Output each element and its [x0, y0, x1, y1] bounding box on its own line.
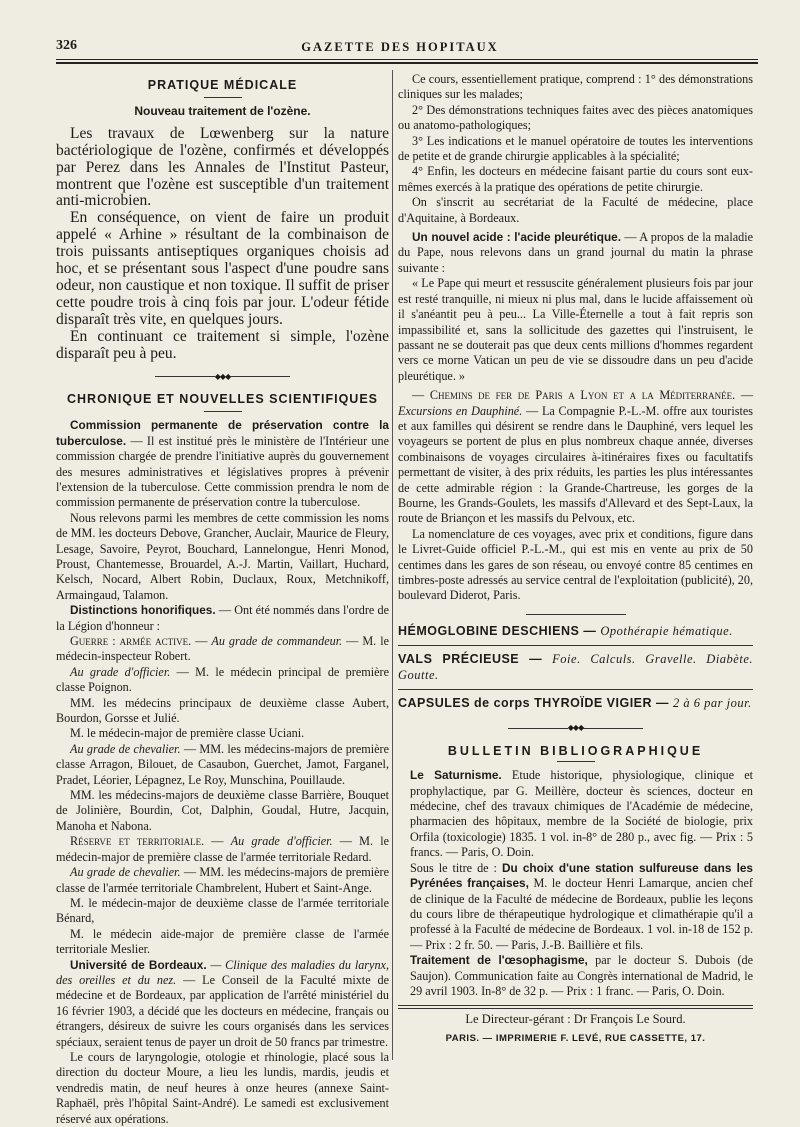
- director-line: Le Directeur-gérant : Dr François Le Sourd.: [465, 1012, 686, 1027]
- paragraph: Ce cours, essentiellement pratique, comprend : 1° des démonstrations cliniques sur les malades;: [398, 72, 753, 102]
- paragraph: Le cours de laryngologie, otologie et rhinologie, placé sous la direction du docteur Moure, a lieu les lundis, mardis, jeudis et vendredis matin, de neuf heures à onze heures (annexe Saint-Raphaël, près l'hôpital Saint-André). Le samedi est exclusivement réservé aux opérations.: [56, 1049, 389, 1126]
- ad-hemoglobine: HÉMOGLOBINE DESCHIENS — Opothérapie hématique.: [398, 623, 733, 638]
- header-rule: [56, 59, 758, 64]
- paragraph: M. le médecin-major de deuxième classe de l'armée territoriale Bénard,: [56, 895, 389, 926]
- column-divider: [392, 70, 393, 1060]
- ad-vals: VALS PRÉCIEUSE — Foie. Calculs. Gravelle. Diabète. Goutte.: [398, 652, 754, 682]
- paragraph: 3° Les indications et le manuel opératoire de toutes les interventions de petite et de grande chirurgie applicables à la spécialité;: [398, 133, 753, 164]
- paragraph: — Il est institué près le ministère de l'Intérieur une commission chargée de prendre l'initiative auprès du gouvernement des mesures administratives et législatives propres à prévenir l'extension de la tuberculose. Cette commission prendra le nom de commission permanente de préservation contre la tuberculose.: [56, 433, 389, 510]
- item-lead: Distinctions honorifiques.: [70, 603, 216, 618]
- item-lead: Un nouvel acide : l'acide pleurétique.: [412, 230, 622, 245]
- short-rule: [204, 411, 242, 412]
- section-title-chronique: CHRONIQUE ET NOUVELLES SCIENTIFIQUES: [66, 391, 379, 406]
- running-title: GAZETTE DES HOPITAUX: [301, 40, 499, 54]
- printer-line: PARIS. — IMPRIMERIE F. LEVÉ, RUE CASSETTE, 17.: [445, 1032, 706, 1044]
- right-column: Ce cours, essentiellement pratique, comprend : 1° des démonstrations cliniques sur les malades; 2° Des démonstrations techniques faites avec des pièces anatomiques ou anatomo-pathologiques; 3° Les indications et le manuel opératoire de toutes les interventions de petite et de grande chirurgie applicables à la spécialité; 4° Enfin, les docteurs en médecine faisant partie du cours sont eux-mêmes exercés à la pratique des opérations de petite chirurgie. On s'inscrit au secrétariat de la Faculté de médecine, place d'Aquitaine, à Bordeaux. Un nouvel acide : l'acide pleurétique. — A propos de la maladie du Pape, nous relevons dans un grand journal du matin la phrase suivante : « Le Pape qui meurt et ressuscite généralement plusieurs fois par jour est resté tranquille, ni mieux ni plus mal, dans le lucide affaissement où il s'anéantit peu à peu... La Ville-Éternelle a tout à fait repris son impassibilité et, sans la sollicitude des gazettes qui l'instruisent, le passant ne se douterait pas que deux cents millions d'hommes regardent vers ce morne Vatican un peu de vie se dissoudre dans un peu d'acide pleurétique. » — Chemins de fer de Paris a Lyon et a la Méditerranée. — Excursions en Dauphiné. — La Compagnie P.-L.-M. offre aux touristes et aux familles qui désirent se rendre dans le Dauphiné, vers lequel les voyageurs se portent de plus en plus nombreux chaque année, diverses combinaisons de voyages circulaires à-itinéraires fixes ou facultatifs permettant de visiter, à des prix réduits, les parties les plus intéressantes de cette admirable région : la Grande-Chartreuse, les gorges de la Bourne, les Grands-Goulets, les massifs d'Allevard et des Sept-Laux, la route de Briançon et les massifs du Pelvoux, etc. La nomenclature de ces voyages, avec prix et conditions, figure dans le Livret-Guide officiel P.-L.-M., qui est mis en vente au prix de 50 centimes dans les gares de son réseau, ou envoyé contre 85 centimes en timbres-poste adressés au service central de l'exploitation (publicité), 20, boulevard Diderot, Paris. HÉMOGLOBINE DESCHIENS — Opothérapie hématique. VALS PRÉCIEUSE — Foie. Calculs. Gravelle. Diabète. Goutte. CAPSULES de corps THYROÏDE VIGIER — 2 à 6 par jour. ◆◆◆ BULLETIN BIBLIOGRAPHIQUE Le Saturnisme. Etude historique, physiologique, clinique et prophylactique, par G. Meillère, docteur ès sciences, docteur en médecine, chef des travaux chimiques de l'Académie de médecine, pharmacien des hôpitaux, membre de la Société de biologie, prix Orfila (toxicologie) 1835. 1 vol. in-8° de 280 p., avec fig. — Prix : 5 francs. — Paris, O. Doin. Sous le titre de : Du choix d'une station sulfureuse dans les Pyrénées françaises, M. le docteur Henri Lamarque, ancien chef de clinique de la Faculté de médecine de Bordeaux, publie les leçons du cours libre de thérapeutique hydrologique et climathérapie qu'il a professé à la Faculté de médecine de Bordeaux. 1 vol. in-18 de 152 p. — Prix : 2 fr. 50. — Paris, J.-B. Baillière et fils. Traitement de l'œsophagisme, par le docteur S. Dubois (de Saujon). Communication faite au Congrès international de Madrid, le 29 avril 1903. In-8° de 32 p. — Prix : 1 franc. — Paris, O. Doin. Le Directeur-gérant : Dr François Le Sourd. PARIS. — IMPRIMERIE F. LEVÉ, RUE CASSETTE, 17.: [398, 72, 753, 1046]
- ornament-divider: ◆◆◆: [398, 720, 753, 735]
- quote-paragraph: « Le Pape qui meurt et ressuscite généralement plusieurs fois par jour est resté tranquille, ni mieux ni plus mal, dans le lucide affaissement où il s'anéantit peu à peu... La Ville-Éternelle a tout à fait repris son impassibilité et, sans la sollicitude des gazettes qui l'instruisent, le passant ne se douterait pas que deux cents millions d'hommes regardent vers ce morne Vatican un peu de vie se dissoudre dans un peu d'acide pleurétique. »: [398, 276, 753, 383]
- short-rule: [526, 614, 626, 615]
- paragraph: 2° Des démonstrations techniques faites avec des pièces anatomiques ou anatomo-pathologiques;: [398, 102, 753, 133]
- item-lead: Commission permanente de préservation contre la tuberculose.: [56, 418, 389, 448]
- ad-capsules: CAPSULES de corps THYROÏDE VIGIER — 2 à 6 par jour.: [398, 696, 752, 711]
- paragraph: MM. les médecins principaux de deuxième classe Aubert, Bourdon, Gorsse et Julié.: [56, 695, 389, 726]
- paragraph: En continuant ce traitement si simple, l'ozène disparaît peu à peu.: [56, 327, 389, 362]
- paragraph: On s'inscrit au secrétariat de la Faculté de médecine, place d'Aquitaine, à Bordeaux.: [398, 195, 753, 225]
- section-title-pratique: PRATIQUE MÉDICALE: [147, 78, 298, 92]
- item-lead: Université de Bordeaux.: [70, 957, 207, 972]
- paragraph: En conséquence, on vient de faire un produit appelé « Arhine » résultant de la combinaison de trois puissants antiseptiques organiques choisis ad hoc, et se présentant sous l'aspect d'une poudre sans odeur, non caustique et non toxique. Il suffit de priser cette poudre trois à cinq fois par jour. L'odeur fétide disparaît très vite, en quelques jours.: [56, 209, 389, 328]
- paragraph: Nous relevons parmi les membres de cette commission les noms de MM. les docteurs Debove, Grancher, Auclair, Maurice de Fleury, Lesage, Savoire, Peyrot, Bouchard, Lannelongue, Henri Monod, Proust, Chantemesse, Brouardel, A.-J. Martin, Vaillart, Huchard, Kelsch, Nocard, Albert Robin, Duclaux, Roux, Metchnikoff, Armaingaud, Talamon.: [56, 510, 389, 602]
- section-title-bulletin: BULLETIN BIBLIOGRAPHIQUE: [447, 743, 704, 758]
- paragraph: M. le médecin aide-major de première classe de l'armée territoriale Meslier.: [56, 926, 389, 957]
- paragraph: MM. les médecins-majors de deuxième classe Barrière, Bouquet de Jolinière, Bourdin, Cot, Dalphin, Goudal, Hutre, Jacquin, Manoha et Nabona.: [56, 788, 389, 833]
- paragraph: La nomenclature de ces voyages, avec prix et conditions, figure dans le Livret-Guide officiel P.-L.-M., qui est mis en vente au prix de 50 centimes dans les gares de son réseau, ou envoyé contre 85 centimes en timbres-poste adressés au service central de l'exploitation (publicité), 20, boulevard Diderot, Paris.: [398, 526, 753, 603]
- paragraph: M. le médecin-major de première classe Uciani.: [70, 726, 305, 741]
- page-number: 326: [56, 38, 77, 53]
- paragraph: 4° Enfin, les docteurs en médecine faisant partie du cours sont eux-mêmes exercés à la pratique des opérations de petite chirurgie.: [398, 164, 753, 194]
- short-rule: [204, 97, 242, 98]
- left-column: PRATIQUE MÉDICALE Nouveau traitement de l'ozène. Les travaux de Lœwenberg sur la nature bactériologique de l'ozène, confirmés et développés par Perez dans les Annales de l'Institut Pasteur, montrent que l'ozène est susceptible d'un traitement anti-microbien. En conséquence, on vient de faire un produit appelé « Arhine » résultant de la combinaison de trois puissants antiseptiques organiques choisis ad hoc, et se présentant sous l'aspect d'une poudre sans odeur, non caustique et non toxique. Il suffit de priser cette poudre trois à cinq fois par jour. L'odeur fétide disparaît très vite, en quelques jours. En continuant ce traitement si simple, l'ozène disparaît peu à peu. ◆◆◆ CHRONIQUE ET NOUVELLES SCIENTIFIQUES Commission permanente de préservation contre la tuberculose. — Il est institué près le ministère de l'Intérieur une commission chargée de prendre l'initiative auprès du gouvernement des mesures administratives et législatives propres à prévenir l'extension de la tuberculose. Cette commission prendra le nom de commission permanente de préservation contre la tuberculose. Nous relevons parmi les membres de cette commission les noms de MM. les docteurs Debove, Grancher, Auclair, Maurice de Fleury, Lesage, Savoire, Peyrot, Bouchard, Lannelongue, Henri Monod, Proust, Chantemesse, Brouardel, A.-J. Martin, Vaillart, Huchard, Kelsch, Nocard, Albert Robin, Duclaux, Roux, Metchnikoff, Armaingaud, Talamon. Distinctions honorifiques. — Ont été nommés dans l'ordre de la Légion d'honneur : Guerre : armée active. — Au grade de commandeur. — M. le médecin-inspecteur Robert. Au grade d'officier. — M. le médecin principal de première classe Poignon. MM. les médecins principaux de deuxième classe Aubert, Bourdon, Gorsse et Julié. M. le médecin-major de première classe Uciani. Au grade de chevalier. — MM. les médecins-majors de première classe Arragon, Bilouet, de Casaubon, Guerchet, Jamot, Farganel, Pradet, Léorier, Lépagnez, Le Roy, Munschina, Pouillaude. MM. les médecins-majors de deuxième classe Barrière, Bouquet de Jolinière, Bourdin, Cot, Dalphin, Goudal, Hutre, Jacquin, Manoha et Nabona. Réserve et territoriale. — Au grade d'officier. — M. le médecin-major de première classe de l'armée territoriale Redard. Au grade de chevalier. — MM. les médecins-majors de première classe de l'armée territoriale Chambrelent, Hubert et Saint-Ange. M. le médecin-major de deuxième classe de l'armée territoriale Bénard, M. le médecin aide-major de première classe de l'armée territoriale Meslier. Université de Bordeaux. — Clinique des maladies du larynx, des oreilles et du nez. — Le Conseil de la Faculté mixte de médecine et de Bordeaux, par application de l'arrêté ministériel du 16 février 1903, a décidé que les docteurs en médecine, français ou étrangers, désireux de suivre les cours organisés dans les services spéciaux, seraient tenus de payer un droit de 50 francs par trimestre. Le cours de laryngologie, otologie et rhinologie, placé sous la direction du docteur Moure, a lieu les lundis, mardis, jeudis et vendredis matin, de neuf heures à onze heures (annexe Saint-Raphaël, près l'hôpital Saint-André). Le samedi est exclusivement réservé aux opérations.: [56, 78, 390, 1126]
- footer-rule: [398, 1005, 753, 1009]
- ornament-divider: ◆◆◆: [56, 369, 389, 384]
- article-title-ozene: Nouveau traitement de l'ozène.: [134, 104, 311, 119]
- short-rule: [557, 761, 595, 762]
- paragraph: Les travaux de Lœwenberg sur la nature bactériologique de l'ozène, confirmés et développés par Perez dans les Annales de l'Institut Pasteur, montrent que l'ozène est susceptible d'un traitement anti-microbien.: [56, 124, 389, 210]
- paragraph: — Ont été nommés dans l'ordre de la Légion d'honneur :: [56, 603, 390, 633]
